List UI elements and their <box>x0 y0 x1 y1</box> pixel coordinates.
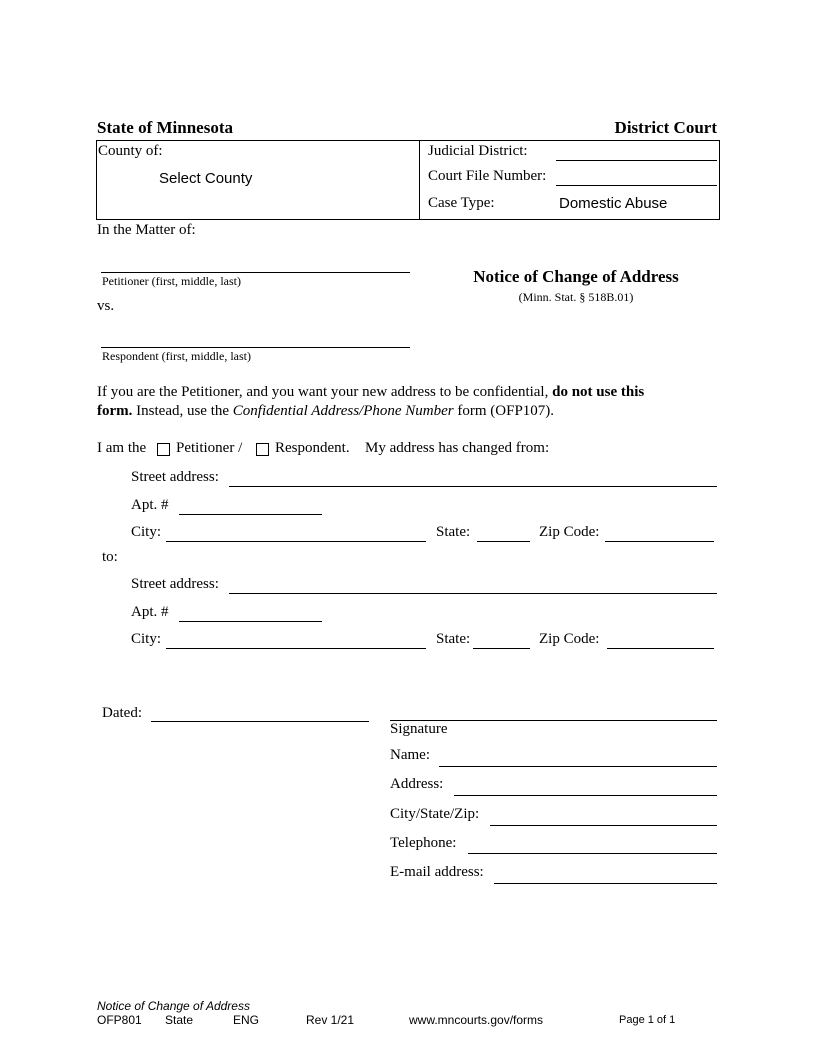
vs-label: vs. <box>97 298 115 314</box>
judicial-district-field[interactable] <box>556 160 717 161</box>
new-zip-field[interactable] <box>607 648 714 649</box>
address-label: Address: <box>390 776 444 792</box>
old-city-field[interactable] <box>166 541 426 542</box>
old-state-label: State: <box>436 524 471 540</box>
notice-italic: Confidential Address/Phone Number <box>232 403 454 419</box>
old-street-label: Street address: <box>131 469 219 485</box>
state-heading: State of Minnesota <box>97 118 233 137</box>
address-changed-from: My address has changed from: <box>365 440 550 456</box>
footer-form-code: OFP801 <box>97 1013 142 1027</box>
new-zip-label: Zip Code: <box>539 631 600 647</box>
county-select[interactable]: Select County <box>159 170 253 187</box>
old-zip-field[interactable] <box>605 541 714 542</box>
name-label: Name: <box>390 747 430 763</box>
old-street-field[interactable] <box>229 486 717 487</box>
petitioner-name-field[interactable] <box>101 272 410 273</box>
form-title: Notice of Change of Address <box>473 267 679 286</box>
court-heading: District Court <box>614 118 717 137</box>
respondent-name-field[interactable] <box>101 347 410 348</box>
city-state-zip-label: City/State/Zip: <box>390 806 480 822</box>
footer-page: Page 1 of 1 <box>619 1014 676 1026</box>
new-state-field[interactable] <box>473 648 530 649</box>
judicial-district-label: Judicial District: <box>428 143 528 159</box>
city-state-zip-field[interactable] <box>490 825 717 826</box>
respondent-option-label: Respondent. <box>275 440 350 456</box>
statute-reference: (Minn. Stat. § 518B.01) <box>518 290 634 304</box>
footer-jurisdiction: State <box>165 1013 194 1027</box>
case-type-select[interactable]: Domestic Abuse <box>559 195 668 212</box>
name-field[interactable] <box>439 766 717 767</box>
footer-language: ENG <box>233 1013 260 1027</box>
telephone-label: Telephone: <box>390 835 457 851</box>
footer-form-title: Notice of Change of Address <box>97 999 250 1013</box>
notice-bold-2: form. <box>97 403 133 419</box>
respondent-checkbox[interactable] <box>256 443 269 456</box>
in-the-matter-of: In the Matter of: <box>97 222 196 238</box>
to-label: to: <box>102 549 118 565</box>
petitioner-checkbox[interactable] <box>157 443 170 456</box>
dated-label: Dated: <box>102 705 142 721</box>
case-type-label: Case Type: <box>428 195 495 211</box>
i-am-the-label: I am the <box>97 440 147 456</box>
address-field[interactable] <box>454 795 717 796</box>
court-file-field[interactable] <box>556 185 717 186</box>
email-label: E-mail address: <box>390 864 484 880</box>
old-apt-field[interactable] <box>179 514 322 515</box>
notice-text-1: If you are the Petitioner, and you want your new address to be confidential, <box>97 384 553 400</box>
petitioner-option-label: Petitioner / <box>176 440 243 456</box>
county-label: County of: <box>98 143 163 159</box>
new-city-label: City: <box>131 631 162 647</box>
old-zip-label: Zip Code: <box>539 524 600 540</box>
notice-text-2: Instead, use the <box>132 403 233 419</box>
new-apt-field[interactable] <box>179 621 322 622</box>
new-apt-label: Apt. # <box>131 604 169 620</box>
new-street-field[interactable] <box>229 593 717 594</box>
notice-bold-1: do not use this <box>552 384 645 400</box>
old-apt-label: Apt. # <box>131 497 169 513</box>
old-city-label: City: <box>131 524 162 540</box>
dated-field[interactable] <box>151 721 369 722</box>
footer-website[interactable]: www.mncourts.gov/forms <box>409 1013 544 1027</box>
telephone-field[interactable] <box>468 853 717 854</box>
new-state-label: State: <box>436 631 471 647</box>
court-file-label: Court File Number: <box>428 168 547 184</box>
email-field[interactable] <box>494 883 717 884</box>
petitioner-caption: Petitioner (first, middle, last) <box>102 274 241 288</box>
confidentiality-notice <box>97 383 697 421</box>
new-city-field[interactable] <box>166 648 426 649</box>
old-state-field[interactable] <box>477 541 530 542</box>
signature-label: Signature <box>390 721 448 737</box>
respondent-caption: Respondent (first, middle, last) <box>102 349 251 363</box>
footer-revision: Rev 1/21 <box>306 1013 355 1027</box>
notice-text-3: form (OFP107). <box>453 403 555 419</box>
new-street-label: Street address: <box>131 576 219 592</box>
